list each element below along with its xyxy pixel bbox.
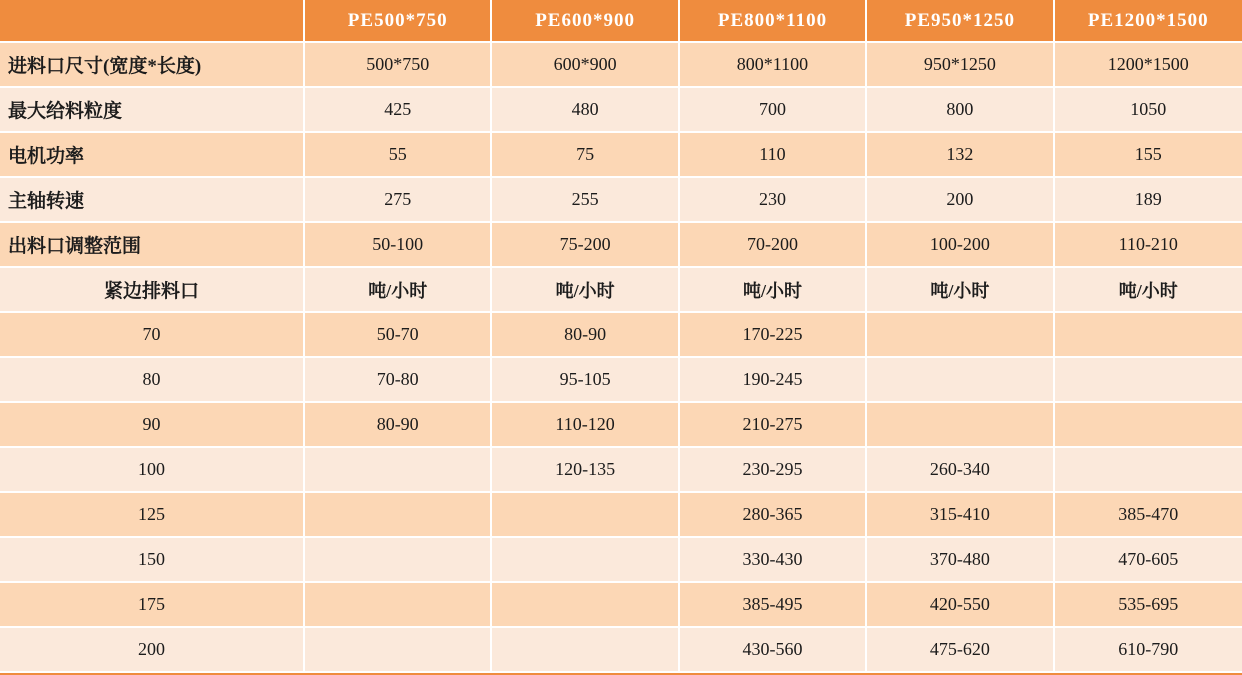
value-cell: 700 xyxy=(680,88,867,133)
value-cell: 132 xyxy=(867,133,1054,178)
value-cell: 535-695 xyxy=(1055,583,1242,628)
row-label: 70 xyxy=(0,313,305,358)
table-row-data xyxy=(0,403,1242,448)
value-cell: 75-200 xyxy=(492,223,679,268)
empty-cell xyxy=(305,628,492,673)
value-cell: 50-100 xyxy=(305,223,492,268)
unit-cell: 吨/小时 xyxy=(492,268,679,313)
table-row-spec xyxy=(0,178,1242,223)
table-row-spec xyxy=(0,133,1242,178)
value-cell: 50-70 xyxy=(305,313,492,358)
value-cell: 430-560 xyxy=(680,628,867,673)
value-cell: 425 xyxy=(305,88,492,133)
table-row-spec xyxy=(0,43,1242,88)
empty-cell xyxy=(1055,448,1242,493)
value-cell: 100-200 xyxy=(867,223,1054,268)
row-label: 175 xyxy=(0,583,305,628)
value-cell: 190-245 xyxy=(680,358,867,403)
empty-cell xyxy=(305,583,492,628)
value-cell: 330-430 xyxy=(680,538,867,583)
table-row-data xyxy=(0,538,1242,583)
value-cell: 80-90 xyxy=(305,403,492,448)
row-label: 80 xyxy=(0,358,305,403)
value-cell: 1200*1500 xyxy=(1055,43,1242,88)
row-label: 90 xyxy=(0,403,305,448)
empty-cell xyxy=(867,403,1054,448)
value-cell: 255 xyxy=(492,178,679,223)
value-cell: 1050 xyxy=(1055,88,1242,133)
table-row-spec xyxy=(0,223,1242,268)
value-cell: 600*900 xyxy=(492,43,679,88)
value-cell: 800*1100 xyxy=(680,43,867,88)
table-header-row xyxy=(0,0,1242,43)
header-cell-model: PE600*900 xyxy=(492,0,679,43)
header-cell-model: PE1200*1500 xyxy=(1055,0,1242,43)
value-cell: 470-605 xyxy=(1055,538,1242,583)
header-cell-empty xyxy=(0,0,305,43)
value-cell: 80-90 xyxy=(492,313,679,358)
row-label: 125 xyxy=(0,493,305,538)
empty-cell xyxy=(492,583,679,628)
value-cell: 70-200 xyxy=(680,223,867,268)
empty-cell xyxy=(492,493,679,538)
empty-cell xyxy=(1055,403,1242,448)
value-cell: 475-620 xyxy=(867,628,1054,673)
unit-cell: 吨/小时 xyxy=(680,268,867,313)
value-cell: 260-340 xyxy=(867,448,1054,493)
row-label: 进料口尺寸(宽度*长度) xyxy=(0,43,305,88)
unit-cell: 吨/小时 xyxy=(867,268,1054,313)
row-label: 出料口调整范围 xyxy=(0,223,305,268)
unit-cell: 吨/小时 xyxy=(305,268,492,313)
table-body xyxy=(0,43,1242,673)
value-cell: 75 xyxy=(492,133,679,178)
value-cell: 155 xyxy=(1055,133,1242,178)
value-cell: 210-275 xyxy=(680,403,867,448)
value-cell: 170-225 xyxy=(680,313,867,358)
value-cell: 500*750 xyxy=(305,43,492,88)
value-cell: 370-480 xyxy=(867,538,1054,583)
value-cell: 55 xyxy=(305,133,492,178)
row-label: 电机功率 xyxy=(0,133,305,178)
empty-cell xyxy=(492,538,679,583)
table-row-unit xyxy=(0,268,1242,313)
empty-cell xyxy=(305,493,492,538)
row-label: 150 xyxy=(0,538,305,583)
value-cell: 280-365 xyxy=(680,493,867,538)
table-row-data xyxy=(0,313,1242,358)
row-label: 200 xyxy=(0,628,305,673)
row-label: 紧边排料口 xyxy=(0,268,305,313)
value-cell: 385-470 xyxy=(1055,493,1242,538)
value-cell: 110 xyxy=(680,133,867,178)
value-cell: 230-295 xyxy=(680,448,867,493)
value-cell: 420-550 xyxy=(867,583,1054,628)
value-cell: 95-105 xyxy=(492,358,679,403)
table-row-spec xyxy=(0,88,1242,133)
value-cell: 275 xyxy=(305,178,492,223)
value-cell: 189 xyxy=(1055,178,1242,223)
value-cell: 800 xyxy=(867,88,1054,133)
header-cell-model: PE950*1250 xyxy=(867,0,1054,43)
table-row-data xyxy=(0,583,1242,628)
value-cell: 110-210 xyxy=(1055,223,1242,268)
empty-cell xyxy=(305,538,492,583)
value-cell: 385-495 xyxy=(680,583,867,628)
empty-cell xyxy=(305,448,492,493)
table-row-data xyxy=(0,448,1242,493)
empty-cell xyxy=(867,313,1054,358)
table-row-data xyxy=(0,628,1242,673)
row-label: 主轴转速 xyxy=(0,178,305,223)
value-cell: 70-80 xyxy=(305,358,492,403)
empty-cell xyxy=(867,358,1054,403)
value-cell: 110-120 xyxy=(492,403,679,448)
header-cell-model: PE500*750 xyxy=(305,0,492,43)
value-cell: 315-410 xyxy=(867,493,1054,538)
empty-cell xyxy=(1055,358,1242,403)
empty-cell xyxy=(492,628,679,673)
value-cell: 950*1250 xyxy=(867,43,1054,88)
value-cell: 230 xyxy=(680,178,867,223)
value-cell: 200 xyxy=(867,178,1054,223)
table-row-data xyxy=(0,493,1242,538)
value-cell: 610-790 xyxy=(1055,628,1242,673)
empty-cell xyxy=(1055,313,1242,358)
value-cell: 120-135 xyxy=(492,448,679,493)
value-cell: 480 xyxy=(492,88,679,133)
table-row-data xyxy=(0,358,1242,403)
row-label: 最大给料粒度 xyxy=(0,88,305,133)
unit-cell: 吨/小时 xyxy=(1055,268,1242,313)
row-label: 100 xyxy=(0,448,305,493)
header-cell-model: PE800*1100 xyxy=(680,0,867,43)
